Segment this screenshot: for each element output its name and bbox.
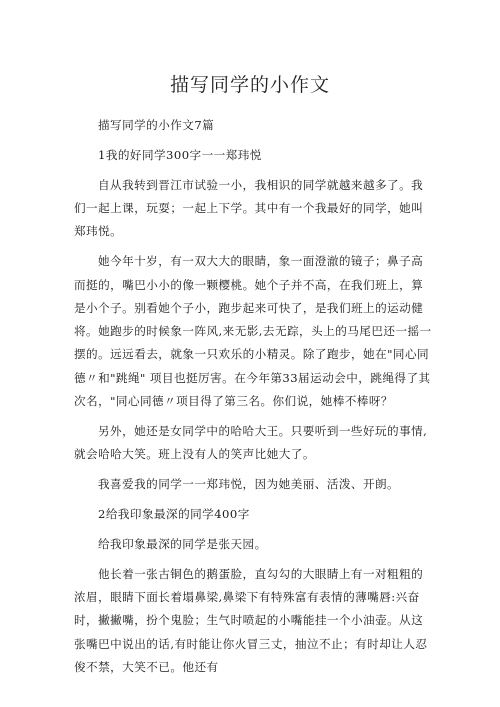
- body-paragraph: 给我印象最深的同学是张天园。: [98, 536, 267, 551]
- body-paragraph: 他长着一张古铜色的鹅蛋脸，直勾勾的大眼睛上有一对粗粗的浓眉，眼睛下面长着塌鼻梁,鼻梁下有特殊富有表情的薄嘴唇:兴奋时，撇撇嘴，扮个鬼脸；生气时喷起的小嘴能挂一个小油壶。从这张嘴巴中说出的话,有时能让你火冒三丈，抽泣不止；有时却让人忍俊不禁，大笑不已。他还有: [74, 566, 428, 674]
- subtitle-paragraph: 描写同学的小作文7篇: [98, 118, 215, 132]
- body-paragraph: 她今年十岁，有一双大大的眼睛，象一面澄澈的镜子；鼻子高而挺的，嘴巴小小的像一颗樱桃。她个子并不高，在我们班上，算是小个子。别看她个子小，跑步起来可快了，是我们班上的运动健将。她跑步的时候象一阵风,来无影,去无踪，头上的马尾巴还一摇一摆的。远远看去，就象一只欢乐的小精灵。除了跑步，她在"同心同德〃和"跳绳" 项目也挺厉害。在今年第33届运动会中，跳绳得了其次名，"同心同德〃项目得了第三名。你们说，她棒不棒呀？: [74, 254, 432, 409]
- section-heading-2: 2给我印象最深的同学400字: [98, 507, 250, 522]
- document-body: [74, 114, 432, 686]
- page-title: 描写同学的小作文: [169, 74, 330, 96]
- body-paragraph: 自从我转到晋江市试验一小，我相识的同学就越来越多了。我们一起上课，玩耍；一起上下学。其中有一个我最好的同学，她叫郑玮悦。: [74, 177, 424, 239]
- body-paragraph: 我喜爱我的同学一一郑玮悦，因为她美丽、活泼、开朗。: [98, 477, 400, 492]
- body-paragraph: 另外，她还是女同学中的哈哈大王。只要听到一些好玩的事情,就会哈哈大笑。班上没有人的笑声比她大了。: [74, 423, 428, 462]
- section-heading-1: 1我的好同学300字一一郑玮悦: [98, 147, 262, 162]
